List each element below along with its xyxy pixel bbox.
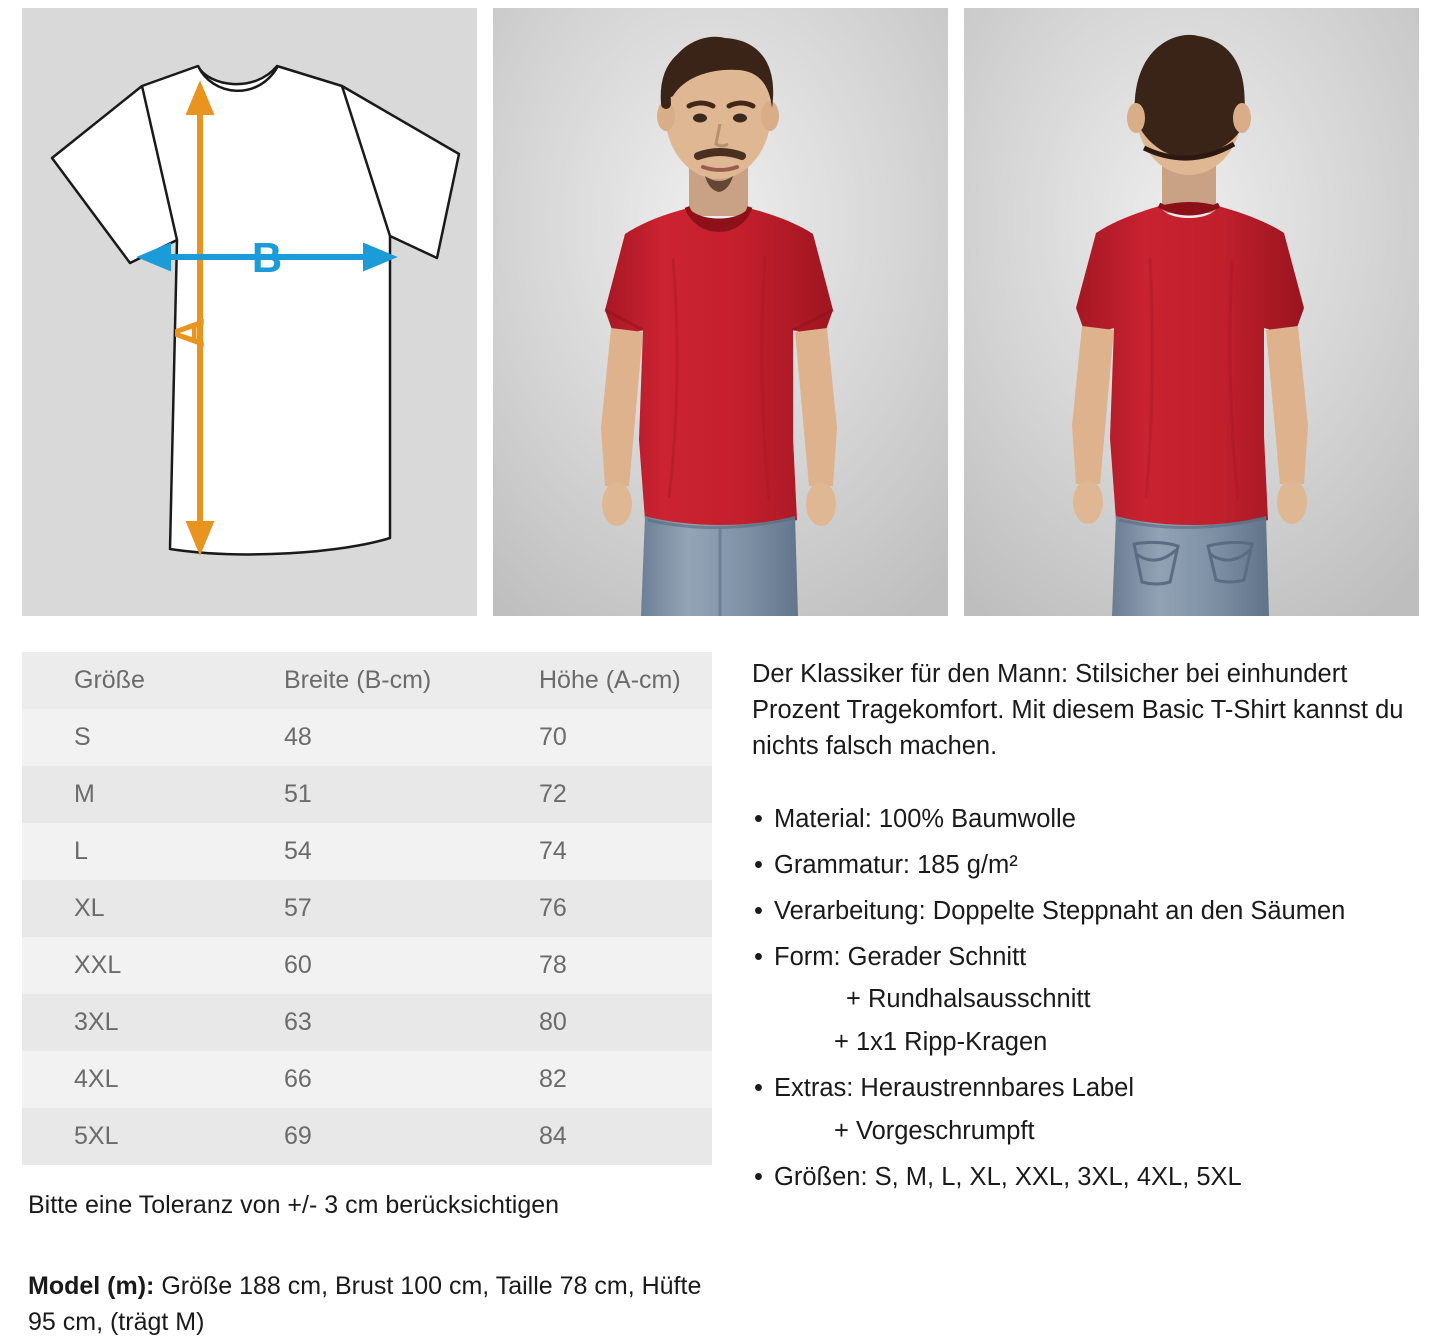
feature-text: Grammatur: 185 g/m² bbox=[774, 850, 1018, 879]
list-item bbox=[752, 1159, 1423, 1196]
cell-height: 76 bbox=[539, 894, 567, 922]
cell-width: 54 bbox=[284, 837, 312, 865]
list-item bbox=[752, 847, 1423, 884]
table-row bbox=[22, 709, 712, 766]
cell-size: M bbox=[74, 780, 95, 808]
bullet-icon: • bbox=[754, 850, 763, 879]
cell-size: S bbox=[74, 723, 91, 751]
table-row bbox=[22, 937, 712, 994]
bullet-icon: • bbox=[754, 896, 763, 925]
model-info bbox=[28, 1268, 722, 1341]
cell-height: 74 bbox=[539, 837, 567, 865]
cell-width: 57 bbox=[284, 894, 312, 922]
table-row bbox=[22, 1108, 712, 1165]
column-header-height: Höhe (A-cm) bbox=[539, 666, 681, 694]
width-label: B bbox=[251, 234, 283, 281]
table-row bbox=[22, 766, 712, 823]
cell-width: 60 bbox=[284, 951, 312, 979]
list-item bbox=[752, 801, 1423, 838]
table-row bbox=[22, 823, 712, 880]
cell-height: 70 bbox=[539, 723, 567, 751]
feature-text: Extras: Heraustrennbares Label bbox=[774, 1074, 1135, 1103]
cell-height: 78 bbox=[539, 951, 567, 979]
tshirt-measurement-diagram bbox=[22, 8, 477, 616]
details-section bbox=[0, 616, 1445, 1341]
feature-subtext: + 1x1 Ripp-Kragen bbox=[834, 1028, 1048, 1057]
cell-width: 69 bbox=[284, 1122, 312, 1150]
feature-subtext: + Vorgeschrumpft bbox=[834, 1117, 1035, 1146]
cell-height: 84 bbox=[539, 1122, 567, 1150]
description-column bbox=[752, 652, 1423, 1341]
cell-size: 5XL bbox=[74, 1122, 119, 1150]
table-header-row bbox=[22, 652, 712, 709]
feature-text: Verarbeitung: Doppelte Steppnaht an den Säumen bbox=[774, 896, 1346, 925]
column-header-size: Größe bbox=[74, 666, 145, 694]
list-item bbox=[752, 939, 1423, 1062]
product-description: Der Klassiker für den Mann: Stilsicher bei einhundert Prozent Tragekomfort. Mit diesem Basic T-Shirt kannst du nichts falsch machen. bbox=[752, 660, 1404, 761]
size-table bbox=[22, 652, 712, 1165]
cell-width: 48 bbox=[284, 723, 312, 751]
bullet-icon: • bbox=[754, 804, 763, 833]
model-back-photo bbox=[964, 8, 1419, 616]
feature-text: Material: 100% Baumwolle bbox=[774, 804, 1076, 833]
model-info-label: Model (m): bbox=[28, 1272, 155, 1300]
list-item bbox=[752, 1070, 1423, 1150]
product-images-row bbox=[0, 0, 1445, 616]
cell-height: 80 bbox=[539, 1008, 567, 1036]
model-info-text: Größe 188 cm, Brust 100 cm, Taille 78 cm, Hüfte 95 cm, (trägt M) bbox=[28, 1272, 702, 1337]
cell-height: 82 bbox=[539, 1065, 567, 1093]
table-row bbox=[22, 880, 712, 937]
bullet-icon: • bbox=[754, 942, 763, 971]
cell-size: L bbox=[74, 837, 88, 865]
feature-text: Form: Gerader Schnitt bbox=[774, 942, 1027, 971]
feature-subtext: + Rundhalsausschnitt bbox=[846, 985, 1091, 1014]
table-row bbox=[22, 994, 712, 1051]
column-header-width: Breite (B-cm) bbox=[284, 666, 432, 694]
feature-list bbox=[752, 801, 1423, 1197]
cell-width: 63 bbox=[284, 1008, 312, 1036]
list-item bbox=[752, 893, 1423, 930]
bullet-icon: • bbox=[754, 1074, 763, 1103]
cell-width: 66 bbox=[284, 1065, 312, 1093]
cell-height: 72 bbox=[539, 780, 567, 808]
size-table-column bbox=[22, 652, 722, 1341]
height-label: A bbox=[166, 317, 213, 349]
cell-size: 3XL bbox=[74, 1008, 119, 1036]
tolerance-note: Bitte eine Toleranz von +/- 3 cm berücksichtigen bbox=[28, 1191, 560, 1219]
model-front-photo bbox=[493, 8, 948, 616]
feature-text: Größen: S, M, L, XL, XXL, 3XL, 4XL, 5XL bbox=[774, 1163, 1242, 1192]
bullet-icon: • bbox=[754, 1163, 763, 1192]
cell-size: 4XL bbox=[74, 1065, 119, 1093]
table-row bbox=[22, 1051, 712, 1108]
cell-size: XXL bbox=[74, 951, 122, 979]
cell-size: XL bbox=[74, 894, 105, 922]
cell-width: 51 bbox=[284, 780, 312, 808]
